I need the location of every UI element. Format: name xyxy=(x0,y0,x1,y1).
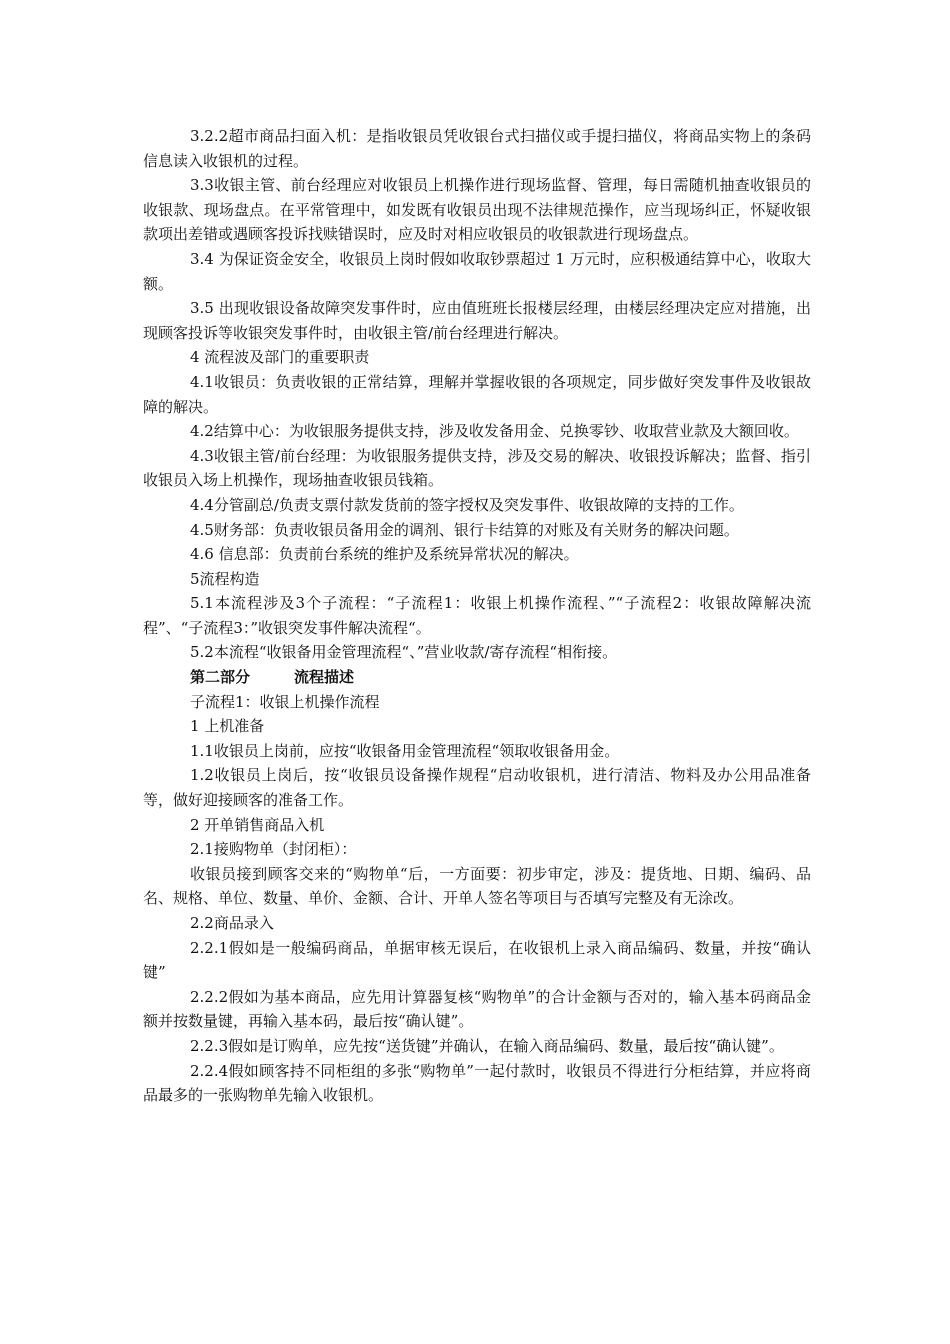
paragraph: 3.4 为保证资金安全，收银员上岗时假如收取钞票超过 1 万元时，应积极通结算中心，收取大额。 xyxy=(143,249,811,293)
paragraph: 1.2收银员上岗后，按“收银员设备操作规程“启动收银机，进行清洁、物料及办公用品准备等，做好迎接顾客的准备工作。 xyxy=(143,766,811,810)
paragraph: 4.5财务部：负责收银员备用金的调剂、银行卡结算的对账及有关财务的解决问题。 xyxy=(190,520,739,539)
paragraph: 4.1收银员：负责收银的正常结算，理解并掌握收银的各项规定，同步做好突发事件及收银故障的解决。 xyxy=(143,372,811,416)
section-heading: 1 上机准备 xyxy=(190,717,265,736)
paragraph: 2.2.4假如顾客持不同柜组的多张“购物单”一起付款时，收银员不得进行分柜结算，并应将商品最多的一张购物单先输入收银机。 xyxy=(143,1061,811,1105)
section-heading: 4 流程波及部门的重要职责 xyxy=(190,348,370,367)
paragraph: 2.2商品录入 xyxy=(190,914,274,932)
paragraph: 4.2结算中心：为收银服务提供支持，涉及收发备用金、兑换零钞、收取营业款及大额回收。 xyxy=(190,422,799,441)
paragraph: 1.1收银员上岗前，应按“收银备用金管理流程“领取收银备用金。 xyxy=(190,741,620,760)
paragraph: 3.3收银主管、前台经理应对收银员上机操作进行现场监督、管理，每日需随机抽查收银员的收银款、现场盘点。在平常管理中，如发既有收银员出现不法律规范操作，应当现场纠正，怀疑收银款项出差错或遇顾客投诉找赎错误时，应及时对相应收银员的收银款进行现场盘点。 xyxy=(143,176,811,244)
paragraph: 5.1本流程涉及3个子流程：“子流程1：收银上机操作流程、”“子流程2：收银故障解决流程”、“子流程3：”收银突发事件解决流程“。 xyxy=(143,594,811,637)
paragraph: 4.3收银主管/前台经理：为收银服务提供支持，涉及交易的解决、收银投诉解决；监督、指引收银员入场上机操作，现场抽查收银员钱箱。 xyxy=(143,446,811,490)
document-page xyxy=(143,124,811,1108)
paragraph: 4.6 信息部：负责前台系统的维护及系统异常状况的解决。 xyxy=(190,545,579,564)
paragraph: 3.5 出现收银设备故障突发事件时，应由值班班长报楼层经理，由楼层经理决定应对措施，出现顾客投诉等收银突发事件时，由收银主管/前台经理进行解决。 xyxy=(143,299,811,342)
paragraph: 2.2.1假如是一般编码商品，单据审核无误后，在收银机上录入商品编码、数量，并按“确认键” xyxy=(143,938,811,982)
section-heading: 2 开单销售商品入机 xyxy=(190,815,325,834)
paragraph: 4.4分管副总/负责支票付款发货前的签字授权及突发事件、收银故障的支持的工作。 xyxy=(190,495,744,514)
part-label: 第二部分 xyxy=(190,668,251,687)
paragraph: 收银员接到顾客交来的“购物单“后，一方面要：初步审定，涉及：提货地、日期、编码、品名、规格、单位、数量、单价、金额、合计、开单人签名等项目与否填写完整及有无涂改。 xyxy=(143,864,811,908)
section-heading: 5流程构造 xyxy=(190,569,260,588)
paragraph: 2.1接购物单（封闭柜）： xyxy=(190,840,357,859)
part-heading xyxy=(143,665,811,690)
part-title: 流程描述 xyxy=(294,668,355,687)
paragraph: 2.2.2假如为基本商品，应先用计算器复核“购物单”的合计金额与否对的，输入基本码商品金额并按数量键，再输入基本码，最后按“确认键”。 xyxy=(143,987,811,1031)
paragraph: 3.2.2超市商品扫面入机：是指收银员凭收银台式扫描仪或手提扫描仪，将商品实物上的条码信息读入收银机的过程。 xyxy=(143,127,811,170)
paragraph: 5.2本流程“收银备用金管理流程“、”营业收款/寄存流程“相衔接。 xyxy=(190,643,618,662)
paragraph: 2.2.3假如是订购单，应先按“送货键”并确认，在输入商品编码、数量，最后按“确认键”。 xyxy=(190,1036,784,1055)
subprocess-title: 子流程1：收银上机操作流程 xyxy=(190,692,380,711)
